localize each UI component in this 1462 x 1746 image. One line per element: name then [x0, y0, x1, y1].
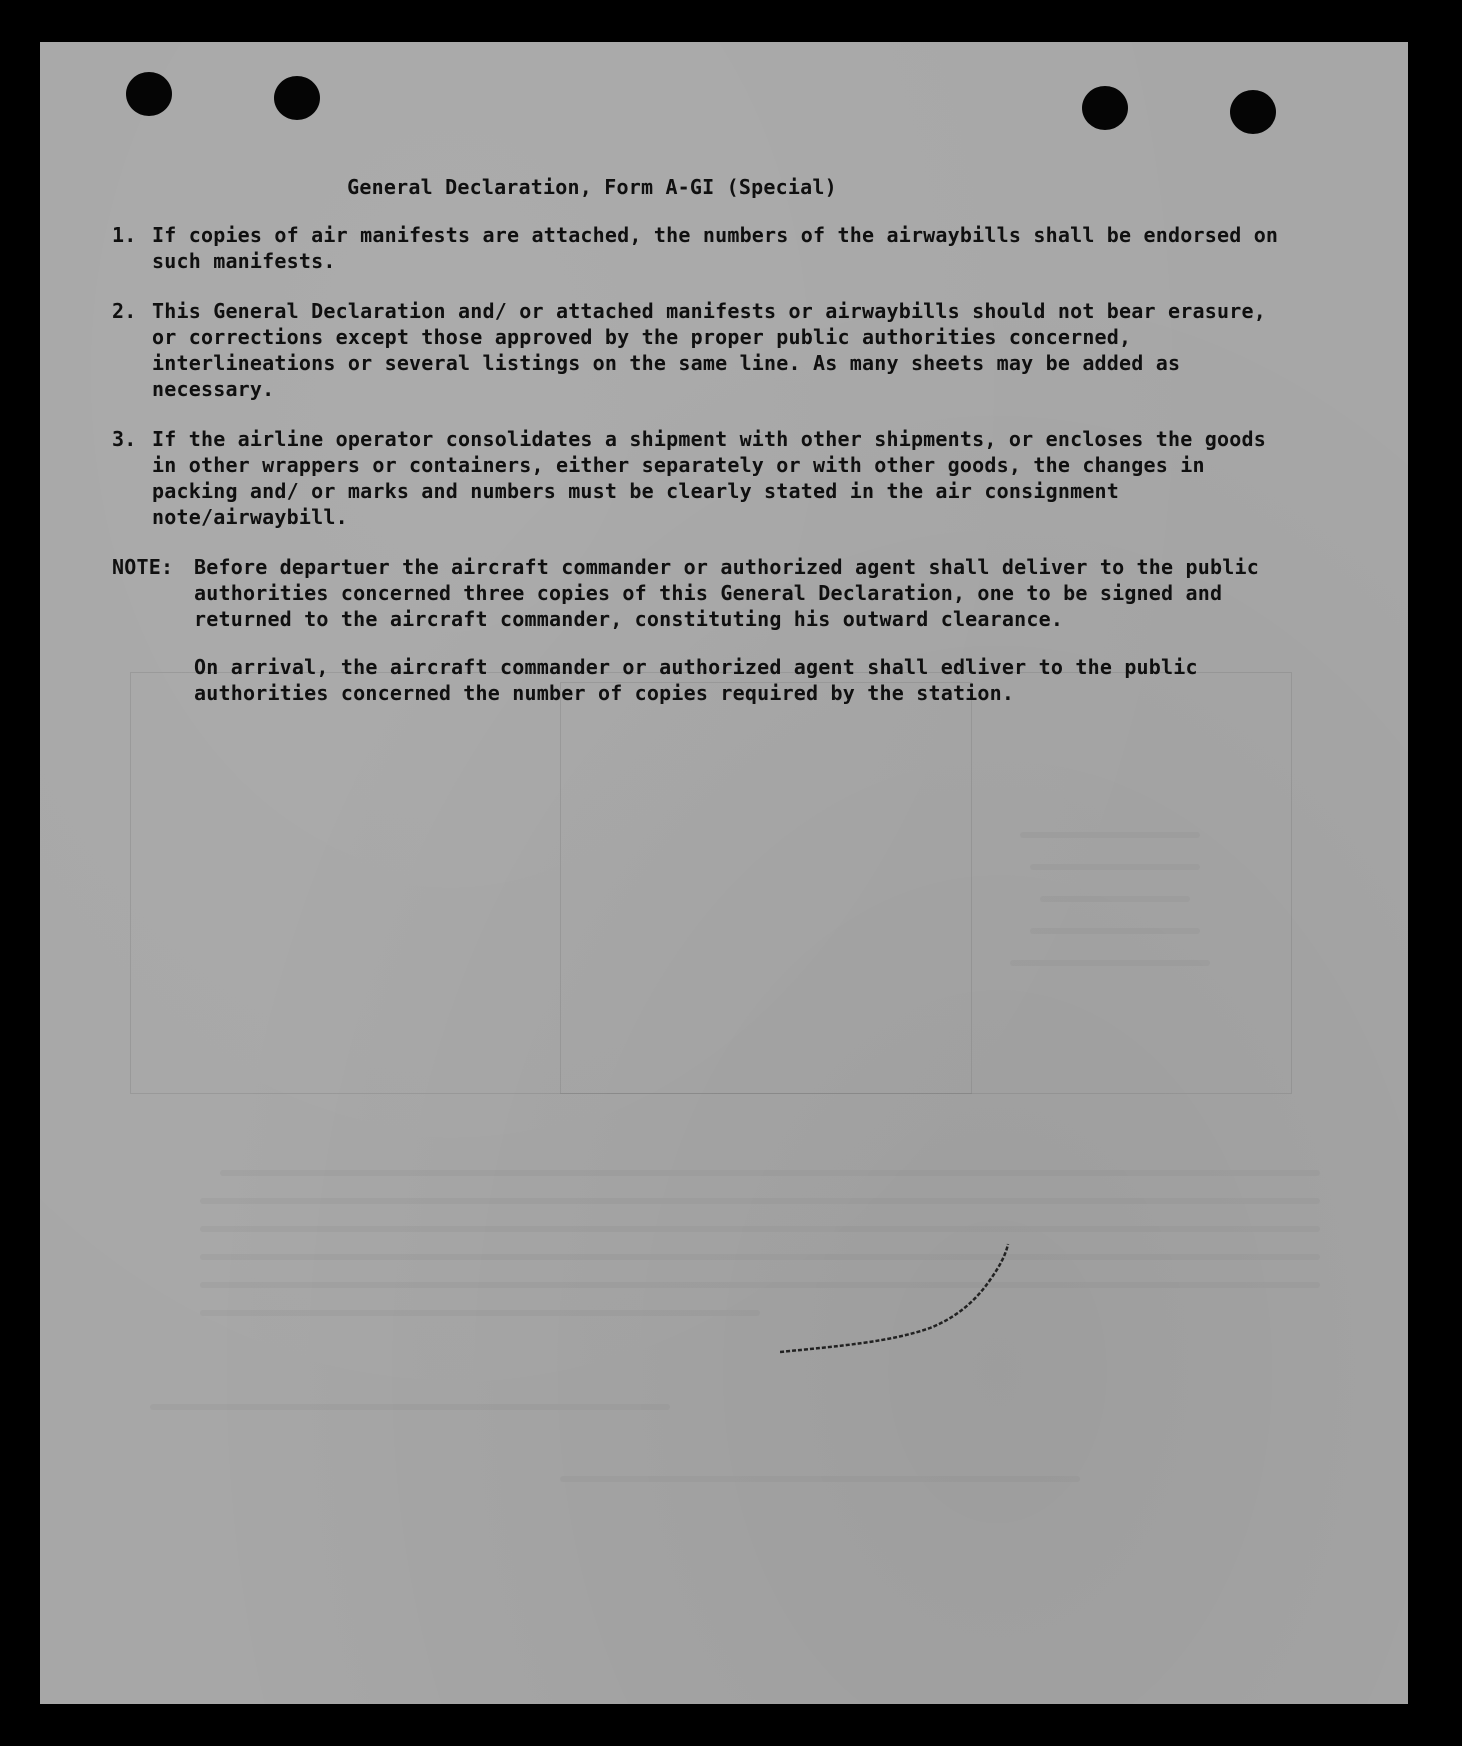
document-title: General Declaration, Form A-GI (Special) — [347, 175, 837, 199]
punch-hole — [1230, 90, 1276, 134]
item-text: If the airline operator consolidates a shipment with other shipments, or encloses the goods in other wrappers or containers, either separately or with other goods, the changes in packing and/ or marks and numbers must be clearly stated in the air consignment note/airwaybill. — [152, 427, 1266, 529]
punch-hole — [126, 72, 172, 116]
note-label: NOTE: — [112, 555, 174, 579]
item-number: 2. — [112, 299, 137, 323]
document-page — [40, 42, 1408, 1704]
punch-hole — [274, 76, 320, 120]
note-paragraph-departure: Before departuer the aircraft commander or authorized agent shall deliver to the public authorities concerned three copies of this General Declaration, one to be signed and returned to the aircraft commander, constituting his outward clearance. — [194, 555, 1259, 631]
instruction-item — [112, 298, 1402, 402]
instruction-item — [112, 222, 1402, 274]
item-number: 1. — [112, 223, 137, 247]
item-text: This General Declaration and/ or attached manifests or airwaybills should not bear erasure, or corrections except those approved by the proper public authorities concerned, interlineations or several listings on the same line. As many sheets may be added as necessary. — [152, 299, 1266, 401]
item-number: 3. — [112, 427, 137, 451]
instruction-item — [112, 426, 1402, 530]
note-block — [112, 554, 1402, 632]
declaration-text — [112, 174, 1402, 706]
note-paragraph-arrival: On arrival, the aircraft commander or authorized agent shall edliver to the public authorities concerned the number of copies required by the station. — [194, 655, 1198, 705]
pen-stroke — [780, 1242, 1060, 1362]
item-text: If copies of air manifests are attached, the numbers of the airwaybills shall be endorsed on such manifests. — [152, 223, 1279, 273]
punch-hole — [1082, 86, 1128, 130]
